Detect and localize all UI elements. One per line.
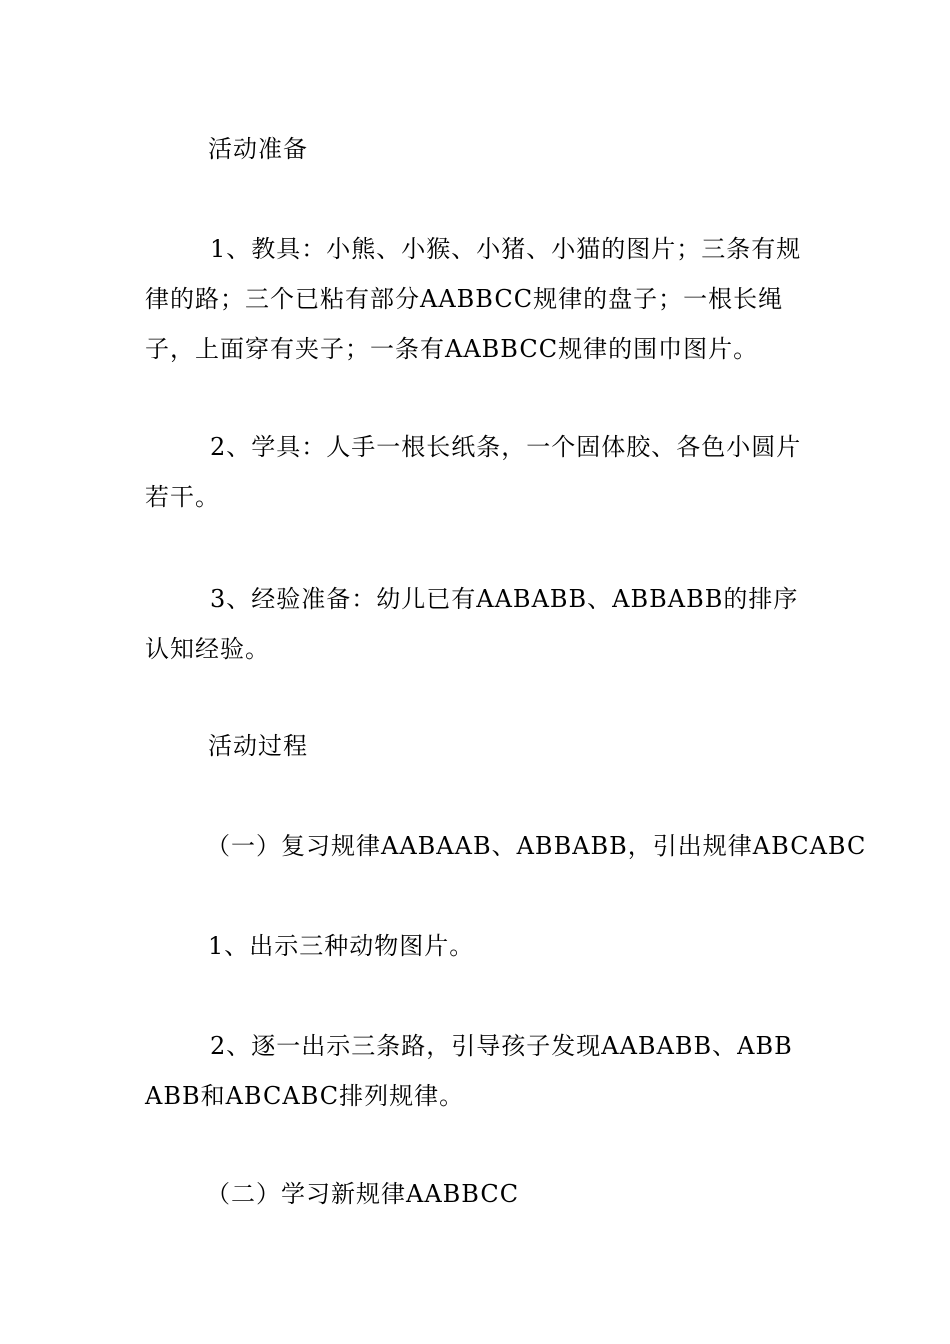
section-two-title: （二）学习新规律AABBCC bbox=[206, 1180, 520, 1208]
heading-activity-process: 活动过程 bbox=[208, 732, 308, 760]
prep-item-teaching-aids: 1、教具：小熊、小猴、小猪、小猫的图片；三条有规律的路；三个已粘有部分AABBCC规律的盘子；一根长绳子，上面穿有夹子；一条有AABBCC规律的围巾图片。 bbox=[145, 235, 802, 363]
prep-item-learning-tools: 2、学具：人手一根长纸条，一个固体胶、各色小圆片若干。 bbox=[145, 433, 802, 511]
section-one-title: （一）复习规律AABAAB、ABBABB，引出规律ABCABC bbox=[206, 832, 867, 860]
section-one-item-2: 2、逐一出示三条路，引导孩子发现AABABB、ABBABB和ABCABC排列规律。 bbox=[145, 1032, 793, 1110]
heading-activity-preparation: 活动准备 bbox=[208, 135, 308, 163]
section-one-item-1: 1、出示三种动物图片。 bbox=[208, 932, 475, 960]
prep-item-experience: 3、经验准备：幼儿已有AABABB、ABBABB的排序认知经验。 bbox=[145, 585, 799, 663]
